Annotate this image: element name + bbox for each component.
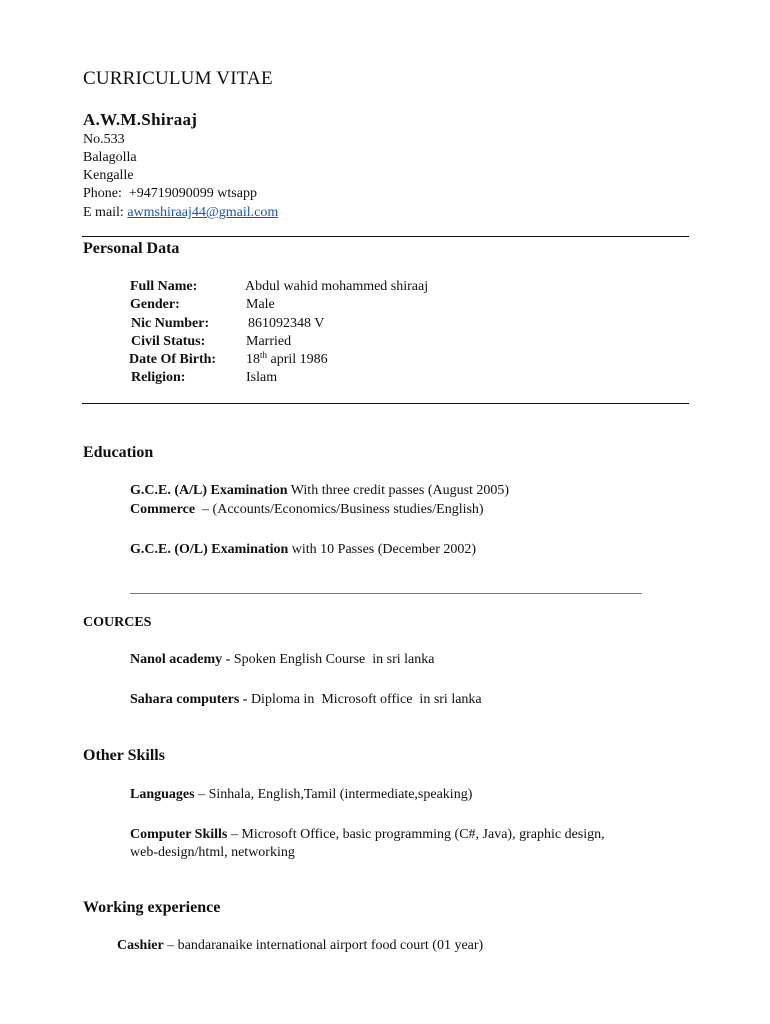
education-al (130, 483, 509, 499)
email-label: E mail: (83, 205, 124, 220)
skill-computer-title: Computer Skills (130, 827, 228, 842)
education-commerce-detail: – (Accounts/Economics/Business studies/English) (195, 502, 484, 517)
course-item-1 (130, 652, 434, 668)
divider-1 (82, 236, 689, 237)
course-2-provider: Sahara computers - (130, 692, 248, 707)
work-detail: – bandaranaike international airport food court (01 year) (163, 938, 484, 953)
email-line (83, 204, 278, 222)
education-ol-title: G.C.E. (O/L) Examination (130, 542, 289, 557)
value-civil-status: Married (246, 334, 292, 349)
course-1-detail: Spoken English Course in sri lanka (230, 652, 435, 667)
skill-languages (130, 787, 472, 803)
education-commerce-title: Commerce (130, 502, 196, 517)
education-ol-detail: with 10 Passes (December 2002) (288, 542, 477, 557)
skill-languages-detail: – Sinhala, English,Tamil (intermediate,speaking) (194, 787, 473, 802)
value-religion: Islam (246, 370, 278, 385)
work-item-cashier (117, 938, 483, 954)
address-line-2: Balagolla (83, 150, 137, 165)
divider-2 (82, 403, 689, 404)
label-civil-status: Civil Status: (131, 334, 206, 349)
skill-computer-continued: web-design/html, networking (130, 845, 295, 860)
phone-label: Phone: (83, 186, 122, 201)
label-full-name: Full Name: (130, 279, 198, 294)
value-nic-number: 861092348 V (248, 316, 325, 331)
education-ol (130, 542, 476, 558)
label-gender: Gender: (130, 297, 180, 312)
education-heading: Education (83, 444, 154, 461)
value-full-name: Abdul wahid mohammed shiraaj (245, 279, 429, 294)
phone-line (83, 185, 257, 203)
document-title: CURRICULUM VITAE (83, 68, 273, 89)
course-2-detail: Diploma in Microsoft office in sri lanka (247, 692, 482, 707)
address-line-3: Kengalle (83, 168, 134, 183)
work-role: Cashier (117, 938, 164, 953)
skill-computer (130, 827, 605, 843)
value-date-of-birth (246, 352, 328, 368)
value-gender: Male (246, 297, 275, 312)
dob-day: 18 (246, 352, 260, 367)
education-commerce (130, 502, 484, 518)
personal-data-heading: Personal Data (83, 240, 180, 257)
dob-rest: april 1986 (267, 352, 328, 367)
skill-computer-detail: – Microsoft Office, basic programming (C#, Java), graphic design, (227, 827, 605, 842)
phone-number: +94719090099 wtsapp (128, 186, 257, 201)
label-nic-number: Nic Number: (131, 316, 210, 331)
candidate-name: A.W.M.Shiraaj (83, 110, 198, 129)
course-1-provider: Nanol academy - (130, 652, 231, 667)
email-link[interactable]: awmshiraaj44@gmail.com (127, 205, 279, 220)
skill-languages-title: Languages (130, 787, 195, 802)
course-item-2 (130, 692, 482, 708)
label-religion: Religion: (131, 370, 186, 385)
divider-3 (130, 593, 642, 594)
education-al-title: G.C.E. (A/L) Examination (130, 483, 288, 498)
courses-heading: COURCES (83, 615, 152, 630)
working-experience-heading: Working experience (83, 899, 221, 916)
address-line-1: No.533 (83, 132, 125, 147)
dob-suffix: th (260, 350, 268, 360)
label-date-of-birth: Date Of Birth: (129, 352, 217, 367)
other-skills-heading: Other Skills (83, 747, 165, 764)
education-al-detail: With three credit passes (August 2005) (287, 483, 510, 498)
